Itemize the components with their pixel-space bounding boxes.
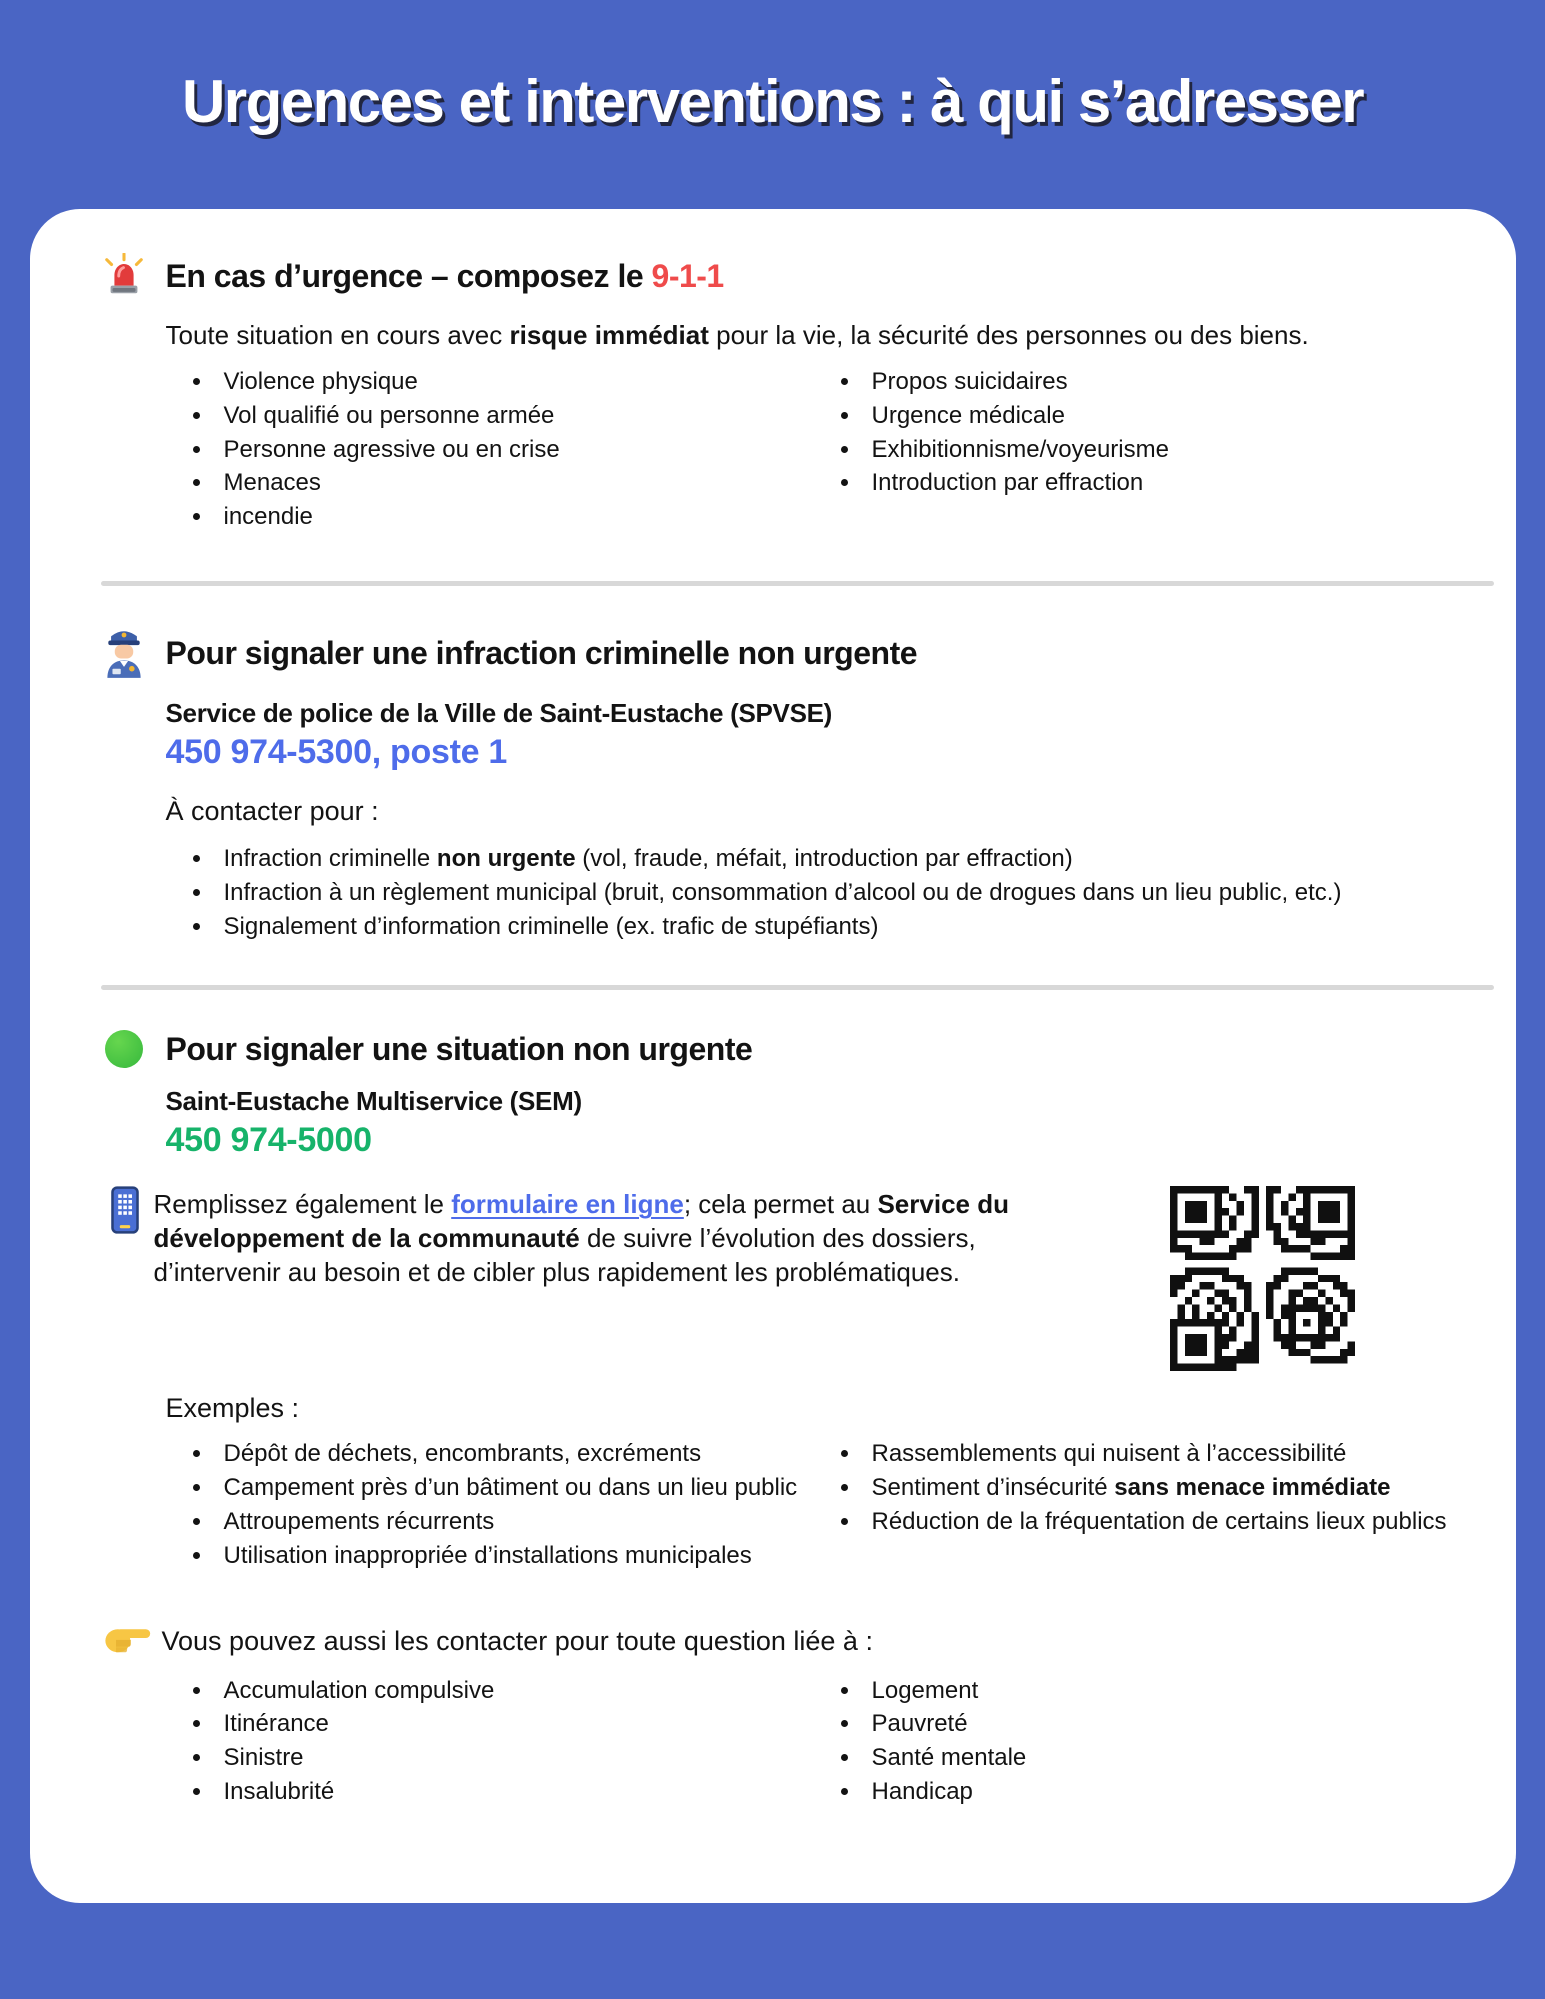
section-divider	[101, 985, 1494, 990]
mobile-phone-icon	[110, 1186, 140, 1239]
pointing-hand-icon	[104, 1622, 152, 1661]
list-item: • Réduction de la fréquentation de certains lieux publics	[862, 1508, 1454, 1537]
content-card	[30, 209, 1516, 1903]
police-service-name: Service de police de la Ville de Saint-Eustache (SPVSE)	[165, 698, 833, 728]
examples-label: Exemples :	[165, 1393, 300, 1424]
crime-list	[166, 845, 1454, 941]
list-item: • Sentiment d’insécurité sans menace immédiate	[862, 1474, 1454, 1503]
list-item: • Urgence médicale	[862, 402, 1454, 431]
section-other-questions	[98, 1622, 1454, 1812]
emergency-heading: En cas d’urgence – composez le 9-1-1	[165, 257, 724, 294]
examples-list-right	[814, 1440, 1454, 1575]
list-item: • Personne agressive ou en crise	[214, 436, 814, 465]
list-item: • Menaces	[214, 469, 814, 498]
list-item: • Utilisation inappropriée d’installations municipales	[214, 1542, 814, 1571]
qr-code	[1170, 1186, 1355, 1371]
contact-label: À contacter pour :	[165, 796, 379, 826]
list-item: • Insalubrité	[214, 1778, 814, 1807]
list-item: • Attroupements récurrents	[214, 1508, 814, 1537]
emergency-number: 9-1-1	[651, 257, 724, 294]
list-item: • Santé mentale	[862, 1744, 1454, 1773]
list-item: • Itinérance	[214, 1710, 814, 1739]
police-phone-number[interactable]: 450 974-5300, poste 1	[165, 733, 507, 771]
green-circle-icon	[98, 1030, 150, 1068]
siren-icon	[98, 253, 150, 299]
emergency-lists	[166, 368, 1454, 537]
list-item: • Propos suicidaires	[862, 368, 1454, 397]
sem-phone-number[interactable]: 450 974-5000	[165, 1121, 372, 1160]
list-item: • Sinistre	[214, 1744, 814, 1773]
online-form-paragraph: Remplissez également le formulaire en ligne; cela permet au Service du développement de la communauté de suivre l’évolution des dossiers, d’intervenir au besoin et de cibler plus rapidement les problématiques.	[153, 1189, 1009, 1287]
examples-list-left	[166, 1440, 814, 1575]
list-item: • Accumulation compulsive	[214, 1677, 814, 1706]
questions-lists	[166, 1677, 1454, 1812]
list-item: • Rassemblements qui nuisent à l’accessibilité	[862, 1440, 1454, 1469]
list-item: • Infraction criminelle non urgente (vol, fraude, méfait, introduction par effraction)	[214, 845, 1454, 874]
sem-service-name: Saint-Eustache Multiservice (SEM)	[165, 1086, 582, 1117]
list-item: • Campement près d’un bâtiment ou dans un lieu public	[214, 1474, 814, 1503]
list-item: • Vol qualifié ou personne armée	[214, 402, 814, 431]
section-crime-report	[98, 626, 1454, 941]
list-item: • incendie	[214, 503, 814, 532]
list-item: • Introduction par effraction	[862, 469, 1454, 498]
online-form-link[interactable]: formulaire en ligne	[451, 1189, 684, 1220]
police-officer-icon	[98, 626, 150, 680]
list-item: • Exhibitionnisme/voyeurisme	[862, 436, 1454, 465]
emergency-intro: Toute situation en cours avec risque immédiat pour la vie, la sécurité des personnes ou des biens.	[165, 320, 1309, 350]
online-form-row	[98, 1186, 1454, 1371]
section-emergency	[98, 253, 1454, 537]
questions-intro: Vous pouvez aussi les contacter pour toute question liée à :	[161, 1625, 873, 1656]
crime-heading: Pour signaler une infraction criminelle non urgente	[165, 634, 918, 671]
questions-list-right	[814, 1677, 1454, 1812]
list-item: • Pauvreté	[862, 1710, 1454, 1739]
emergency-list-left	[166, 368, 814, 537]
examples-lists	[166, 1440, 1454, 1575]
list-item: • Infraction à un règlement municipal (bruit, consommation d’alcool ou de drogues dans un lieu public, etc.)	[214, 879, 1454, 908]
list-item: • Handicap	[862, 1778, 1454, 1807]
section-divider	[101, 581, 1494, 586]
emergency-list-right	[814, 368, 1454, 537]
situation-heading: Pour signaler une situation non urgente	[165, 1030, 753, 1067]
section-situation-report	[98, 1030, 1454, 1575]
list-item: • Dépôt de déchets, encombrants, excréments	[214, 1440, 814, 1469]
questions-list-left	[166, 1677, 814, 1812]
list-item: • Violence physique	[214, 368, 814, 397]
list-item: • Logement	[862, 1677, 1454, 1706]
list-item: • Signalement d’information criminelle (ex. trafic de stupéfiants)	[214, 913, 1454, 942]
page-title: Urgences et interventions : à qui s’adresser	[181, 68, 1364, 135]
